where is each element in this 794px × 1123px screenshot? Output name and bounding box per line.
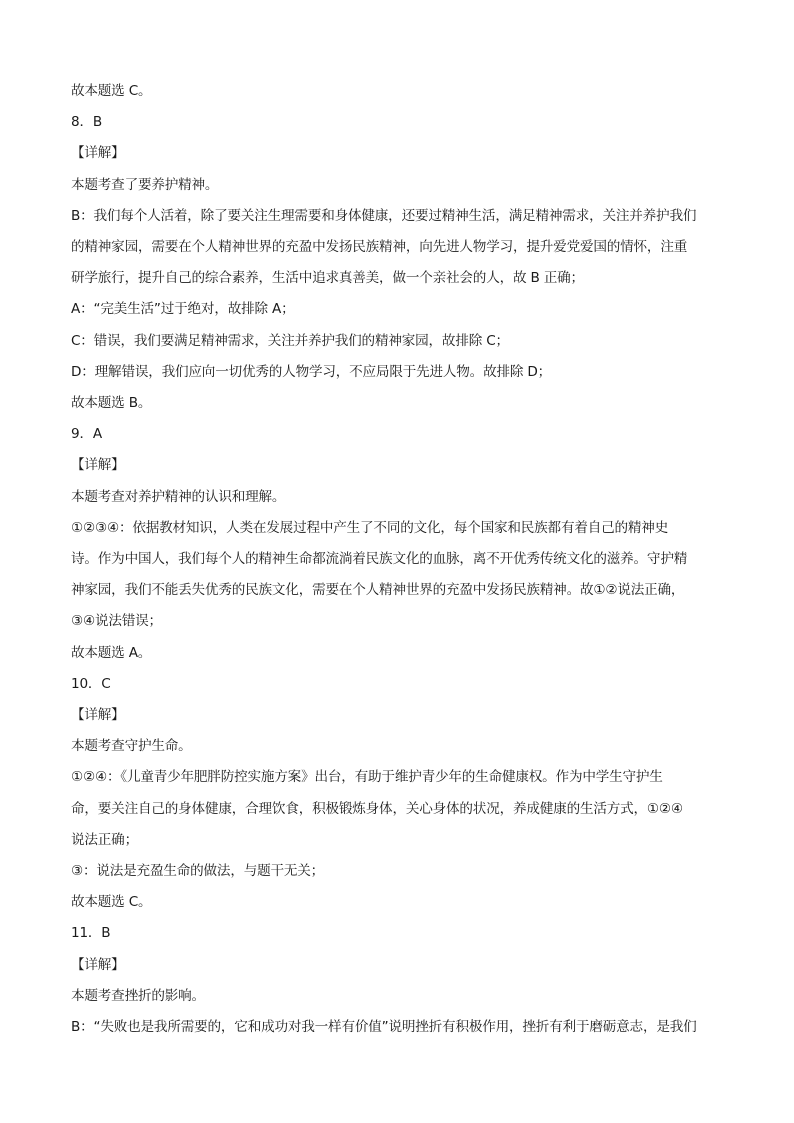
text-line: ①②③④：依据教材知识，人类在发展过程中产生了不同的文化，每个国家和民族都有着自己的精神史 bbox=[71, 519, 669, 536]
text-line: A：“完美生活”过于绝对，故排除 A； bbox=[71, 301, 295, 318]
topic-line: 本题考查挫折的影响。 bbox=[71, 987, 205, 1004]
text-line: 研学旅行，提升自己的综合素养，生活中追求真善美，做一个亲社会的人，故 B 正确； bbox=[71, 270, 584, 287]
text-line: ③：说法是充盈生命的做法，与题干无关； bbox=[71, 863, 325, 880]
topic-line: 本题考查守护生命。 bbox=[71, 738, 192, 755]
text-line: D：理解错误，我们应向一切优秀的人物学习，不应局限于先进人物。故排除 D； bbox=[71, 363, 552, 380]
conclusion-line: 故本题选 B。 bbox=[71, 395, 152, 412]
text-line: B：我们每个人活着，除了要关注生理需要和身体健康，还要过精神生活，满足精神需求，关注并养护我们 bbox=[71, 207, 697, 224]
section-heading-detail: 【详解】 bbox=[71, 707, 125, 724]
section-heading-detail: 【详解】 bbox=[71, 145, 125, 162]
conclusion-line: 故本题选 A。 bbox=[71, 644, 152, 661]
text-line: 命，要关注自己的身体健康，合理饮食，积极锻炼身体，关心身体的状况，养成健康的生活方式，①②④ bbox=[71, 800, 683, 817]
conclusion-line: 故本题选 C。 bbox=[71, 894, 152, 911]
text-line: 诗。作为中国人，我们每个人的精神生命都流淌着民族文化的血脉，离不开优秀传统文化的滋养。守护精 bbox=[71, 551, 688, 568]
question-answer-label: 10．C bbox=[71, 675, 111, 692]
text-line: 的精神家园，需要在个人精神世界的充盈中发扬民族精神，向先进人物学习，提升爱党爱国的情怀，注重 bbox=[71, 239, 688, 256]
text-line: 说法正确； bbox=[71, 831, 138, 848]
text-line: C：错误，我们要满足精神需求，关注并养护我们的精神家园，故排除 C； bbox=[71, 332, 509, 349]
topic-line: 本题考查了要养护精神。 bbox=[71, 176, 219, 193]
section-heading-detail: 【详解】 bbox=[71, 457, 125, 474]
text-line: ①②④：《儿童青少年肥胖防控实施方案》出台，有助于维护青少年的生命健康权。作为中学生守护生 bbox=[71, 769, 663, 786]
text-line: 神家园，我们不能丢失优秀的民族文化，需要在个人精神世界的充盈中发扬民族精神。故①②说法正确， bbox=[71, 582, 685, 599]
topic-line: 本题考查对养护精神的认识和理解。 bbox=[71, 488, 286, 505]
conclusion-line: 故本题选 C。 bbox=[71, 83, 152, 99]
text-line: ③④说法错误； bbox=[71, 613, 162, 630]
section-heading-detail: 【详解】 bbox=[71, 956, 125, 973]
question-answer-label: 9．A bbox=[71, 426, 102, 443]
question-answer-label: 8．B bbox=[71, 114, 102, 131]
question-answer-label: 11．B bbox=[71, 925, 111, 942]
answer-explanation-text bbox=[71, 76, 723, 1043]
text-line: B：“失败也是我所需要的，它和成功对我一样有价值”说明挫折有积极作用，挫折有利于磨砺意志，是我们 bbox=[71, 1019, 697, 1036]
